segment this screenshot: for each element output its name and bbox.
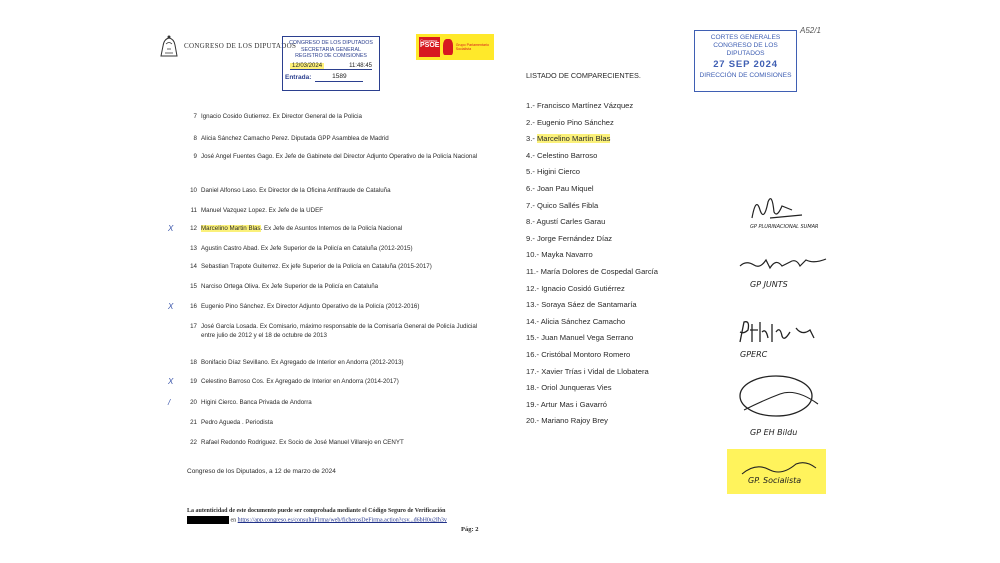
item-number: 17 — [190, 323, 197, 330]
psoe-group: Grupo Parlamentario Socialista — [455, 42, 490, 51]
stamp-line: CONGRESO DE LOS DIPUTADOS — [289, 40, 373, 46]
left-list-item — [178, 322, 478, 340]
item-number: 18 — [190, 359, 197, 366]
handwritten-mark: X — [168, 377, 174, 386]
left-list-item — [178, 134, 478, 143]
item-description: José García Losada. Ex Comisario, máximo responsable de la Comisaría General de Policía Judicial entre julio de 2012 y el 18 de octubre de 2013 — [201, 323, 478, 339]
registry-stamp — [282, 36, 380, 91]
psoe-name: PSOE — [420, 42, 440, 49]
left-list-item — [178, 358, 478, 367]
stamp-entrada — [283, 74, 379, 82]
right-list-item: 19.- Artur Mas i Gavarró — [526, 399, 608, 409]
item-text — [201, 244, 478, 253]
city-date: Congreso de los Diputados, a 12 de marzo de 2024 — [187, 468, 336, 475]
verification-block — [187, 507, 487, 525]
cortes-line1: CORTES GENERALES — [710, 34, 781, 41]
item-text — [201, 112, 478, 121]
left-list-item — [168, 398, 478, 407]
handwritten-note: A52/1 — [800, 26, 821, 35]
left-list-item — [178, 418, 478, 427]
right-list-item: 16.- Cristóbal Montoro Romero — [526, 350, 631, 359]
item-number: 16 — [190, 303, 197, 310]
verification-link[interactable]: https://app.congreso.es/consultaFirma/web/ficherosDeFirma.action?csv...d6bH0u2Ih3y — [237, 517, 447, 524]
verification-link-row — [187, 516, 487, 525]
item-number: 8 — [193, 135, 197, 142]
signature-label: GP PLURINACIONAL SUMAR — [750, 224, 819, 230]
item-number: 9 — [193, 153, 197, 160]
redaction-bar — [187, 516, 229, 524]
left-list-item — [178, 262, 478, 271]
item-text — [201, 152, 478, 161]
stamp-datetime — [290, 63, 372, 71]
item-prefix: 3.- — [526, 134, 537, 144]
handwritten-mark: X — [168, 302, 174, 311]
item-number: 7 — [193, 113, 197, 120]
right-list-item: 6.- Joan Pau Miquel — [526, 184, 594, 193]
item-description: Narciso Ortega Oliva. Ex Jefe Superior de la Policía en Cataluña — [201, 283, 379, 290]
signature-erc — [736, 318, 836, 348]
item-number: 12 — [190, 225, 197, 232]
highlighted-name: Marcelino Martin Blas — [201, 225, 261, 232]
left-list-item — [178, 206, 478, 215]
left-list-item — [178, 438, 478, 447]
right-list-item: 5.- Higini Cierco — [526, 167, 581, 177]
left-list-item — [178, 112, 478, 121]
item-description: Rafael Redondo Rodriguez. Ex Socio de José Manuel Villarejo en CENYT — [201, 439, 404, 446]
item-text — [201, 398, 478, 407]
signature-junts — [736, 250, 836, 276]
left-list-item — [178, 152, 478, 161]
signature-label: GP. Socialista — [748, 476, 802, 485]
item-description: Celestino Barroso Cos. Ex Agregado de Interior en Andorra (2014-2017) — [201, 378, 399, 385]
entrada-label: Entrada: — [285, 74, 312, 81]
item-number: 10 — [190, 187, 197, 194]
item-text — [201, 282, 478, 291]
left-list-item — [178, 186, 478, 195]
stamp-line: REGISTRO DE COMISIONES — [295, 53, 367, 59]
left-list-item — [168, 302, 478, 311]
right-list-item: 9.- Jorge Fernández Díaz — [526, 233, 613, 243]
verification-prefix: en — [230, 517, 237, 524]
item-description: Higini Cierco. Banca Privada de Andorra — [201, 399, 312, 406]
item-text — [201, 206, 478, 215]
handwritten-mark: X — [168, 224, 174, 233]
cortes-line2: CONGRESO DE LOS DIPUTADOS — [713, 42, 778, 57]
left-list-item — [178, 282, 478, 291]
handwritten-mark: / — [168, 398, 171, 407]
psoe-logo — [416, 34, 494, 60]
item-text — [201, 224, 478, 233]
verification-text: La autenticidad de este documento puede ser comprobada mediante el Código Seguro de Verificación — [187, 508, 446, 514]
congreso-logo-text: CONGRESO DE LOS DIPUTADOS — [184, 42, 297, 50]
item-text — [201, 302, 478, 311]
item-description: Daniel Alfonso Laso. Ex Director de la Oficina Antifraude de Cataluña — [201, 187, 391, 194]
right-list-item: 12.- Ignacio Cosidó Gutiérrez — [526, 283, 625, 293]
signatures-area — [730, 180, 850, 500]
right-list-item: 14.- Alicia Sánchez Camacho — [526, 316, 626, 326]
item-description: Ignacio Cosido Gutierrez. Ex Director General de la Policia — [201, 113, 362, 120]
right-list-item: 20.- Mariano Rajoy Brey — [526, 416, 608, 426]
item-text — [201, 438, 478, 447]
right-list-item: 17.- Xavier Trías i Vidal de Llobatera — [526, 366, 649, 376]
right-list-item: 8.- Agustí Carles Garau — [526, 217, 606, 227]
highlighted-name: Marcelino Martín Blas — [536, 134, 611, 144]
item-number: 22 — [190, 439, 197, 446]
item-description: Agustin Castro Abad. Ex Jefe Superior de la Policía en Cataluña (2012-2015) — [201, 245, 413, 252]
item-number: 15 — [190, 283, 197, 290]
left-list-item — [178, 244, 478, 253]
item-number: 20 — [190, 399, 197, 406]
item-number: 14 — [190, 263, 197, 270]
right-list-item: 18.- Oriol Junqueras Vies — [526, 383, 612, 393]
item-description: Sebastian Trapote Guiterrez. Ex jefe Superior de la Policía en Cataluña (2015-2017) — [201, 263, 432, 270]
right-list-item: 1.- Francisco Martínez Vázquez — [526, 101, 634, 110]
item-text — [201, 377, 478, 386]
stamp-line: SECRETARIA GENERAL — [301, 46, 361, 53]
item-description: Bonifacio Díaz Sevillano. Ex Agregado de Interior en Andorra (2012-2013) — [201, 359, 404, 366]
cortes-date: 27 SEP 2024 — [713, 59, 778, 70]
item-description: . Ex Jefe de Asuntos Internos de la Policía Nacional — [260, 225, 403, 232]
item-text — [201, 322, 478, 340]
item-description: Alicia Sánchez Camacho Perez. Diputada GPP Asamblea de Madrid — [201, 135, 389, 142]
left-list-item — [168, 224, 478, 233]
signature-label: GP JUNTS — [750, 280, 788, 289]
right-list-item: 7.- Quico Sallés Fibla — [526, 200, 599, 210]
stamp-date: 12/03/2024 — [292, 62, 323, 69]
congreso-logo — [158, 34, 296, 58]
item-text — [201, 358, 478, 367]
right-list-item: 11.- María Dolores de Cospedal García — [526, 267, 658, 276]
entrada-number: 1589 — [315, 74, 363, 82]
right-list-item: 10.- Mayka Navarro — [526, 250, 593, 260]
rose-icon — [443, 39, 452, 55]
item-number: 11 — [190, 207, 197, 214]
list-title: LISTADO DE COMPARECIENTES. — [526, 71, 641, 80]
psoe-badge — [419, 37, 440, 57]
item-text — [201, 262, 478, 271]
right-list-item — [526, 134, 610, 143]
signature-sumar — [744, 188, 814, 226]
right-list-item: 4.- Celestino Barroso — [526, 150, 598, 160]
page-number: Pág: 2 — [461, 526, 479, 533]
item-text — [201, 134, 478, 143]
signature-label: GP EH Bildu — [750, 428, 798, 437]
item-text — [201, 418, 478, 427]
right-list-item: 13.- Soraya Sáez de Santamaría — [526, 300, 637, 310]
cortes-line3: DIRECCIÓN DE COMISIONES — [699, 72, 792, 79]
item-text — [201, 186, 478, 195]
stamp-time: 11:48:45 — [349, 62, 372, 69]
cortes-stamp — [694, 30, 797, 92]
right-list-item: 2.- Eugenio Pino Sánchez — [526, 117, 614, 127]
item-number: 13 — [190, 245, 197, 252]
item-number: 21 — [190, 419, 197, 426]
right-list-item: 15.- Juan Manuel Vega Serrano — [526, 333, 634, 343]
signature-label: GPERC — [740, 350, 768, 359]
item-description: Eugenio Pino Sánchez. Ex Director Adjunto Operativo de la Policía (2012-2016) — [201, 303, 420, 310]
lion-crest-icon — [158, 34, 180, 58]
item-description: José Angel Fuentes Gago. Ex Jefe de Gabinete del Director Adjunto Operativo de la Policía Nacional — [201, 153, 478, 160]
psoe-small: Congreso — [420, 38, 438, 43]
left-list-item — [168, 377, 478, 386]
signature-bildu — [734, 370, 834, 420]
item-number: 19 — [190, 378, 197, 385]
item-description: Manuel Vazquez Lopez. Ex Jefe de la UDEF — [201, 207, 323, 214]
item-description: Pedro Agueda . Periodista — [201, 419, 273, 426]
